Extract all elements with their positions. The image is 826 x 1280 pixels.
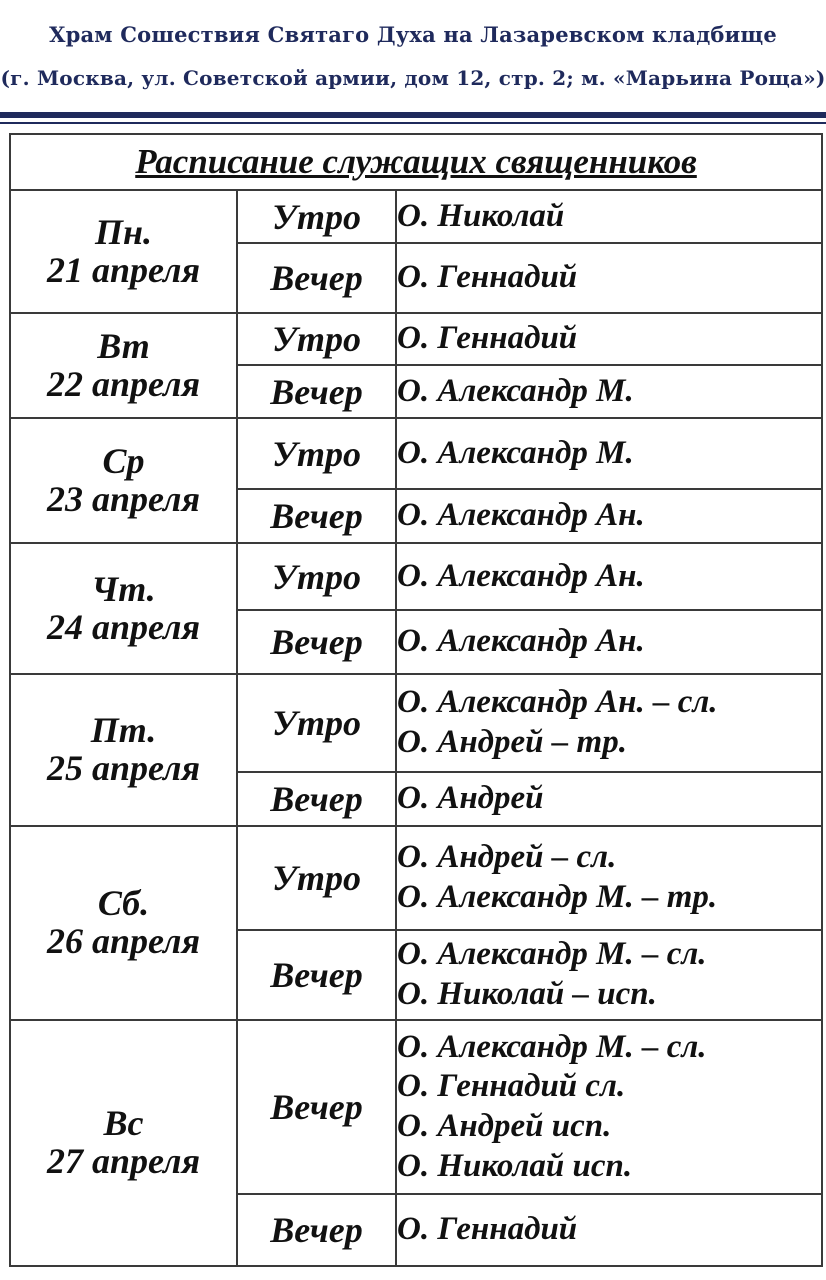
priest-cell <box>396 489 822 543</box>
priest-name: О. Александр М. – тр. <box>397 879 718 915</box>
header-divider-thick <box>0 112 826 118</box>
service-part: Утро <box>237 674 396 772</box>
header-divider-thin <box>0 122 826 124</box>
priest-name: О. Александр М. – сл. <box>397 1028 707 1065</box>
priest-name: О. Андрей исп. <box>397 1108 612 1144</box>
service-part: Вечер <box>237 489 396 543</box>
priest-name: О. Геннадий сл. <box>397 1068 626 1105</box>
weekday-label: Вт <box>97 325 150 366</box>
date-label: 21 апреля <box>46 249 201 290</box>
priest-name: О. Геннадий <box>397 320 578 357</box>
priest-name: О. Николай <box>397 197 565 234</box>
priest-cell <box>396 313 822 365</box>
priest-cell <box>396 772 822 826</box>
priest-name: О. Александр М. <box>397 372 634 409</box>
priest-name: О. Андрей – сл. <box>397 839 617 876</box>
date-label: 25 апреля <box>46 748 201 788</box>
date-label: 26 апреля <box>46 921 201 961</box>
schedule-title-cell <box>10 134 822 190</box>
schedule-table <box>9 133 823 1267</box>
service-part: Вечер <box>237 930 396 1020</box>
church-address: (г. Москва, ул. Советской армии, дом 12, стр. 2; м. «Марьина Роща») <box>0 66 826 90</box>
date-label: 23 апреля <box>46 478 201 519</box>
schedule-row <box>10 190 822 243</box>
schedule-row <box>10 543 822 610</box>
title-row <box>10 134 822 190</box>
priest-name: О. Александр Ан. – сл. <box>397 684 718 721</box>
date-label: 22 апреля <box>46 363 201 404</box>
church-name: Храм Сошествия Святаго Духа на Лазаревском кладбище <box>49 22 777 47</box>
day-cell <box>10 543 237 674</box>
service-part: Вечер <box>237 365 396 418</box>
service-part: Вечер <box>237 243 396 313</box>
priest-cell <box>396 418 822 489</box>
service-part: Утро <box>237 543 396 610</box>
priest-cell <box>396 1020 822 1194</box>
priest-cell <box>396 826 822 930</box>
date-label: 24 апреля <box>46 606 201 647</box>
priest-name: О. Геннадий <box>397 1211 578 1248</box>
priest-cell <box>396 930 822 1020</box>
day-cell <box>10 1020 237 1266</box>
weekday-label: Пн. <box>95 211 152 252</box>
priest-cell <box>396 365 822 418</box>
page-header <box>0 0 826 140</box>
service-part: Утро <box>237 313 396 365</box>
schedule-row <box>10 826 822 930</box>
schedule-row <box>10 313 822 365</box>
priest-cell <box>396 1194 822 1266</box>
service-part: Вечер <box>237 1194 396 1266</box>
service-part: Утро <box>237 826 396 930</box>
service-part: Вечер <box>237 772 396 826</box>
priest-name: О. Александр Ан. <box>397 497 645 534</box>
priest-cell <box>396 243 822 313</box>
priest-cell <box>396 190 822 243</box>
priest-name: О. Александр М. <box>397 434 634 471</box>
day-cell <box>10 190 237 313</box>
priest-name: О. Александр Ан. <box>397 623 645 660</box>
service-part: Утро <box>237 190 396 243</box>
priest-cell <box>396 610 822 674</box>
priest-name: О. Николай исп. <box>397 1147 633 1184</box>
weekday-label: Пт. <box>90 710 157 751</box>
day-cell <box>10 826 237 1020</box>
day-cell <box>10 313 237 418</box>
schedule-row <box>10 1020 822 1194</box>
priest-name: О. Александр Ан. <box>397 557 645 594</box>
priest-name: О. Александр М. – сл. <box>397 936 707 973</box>
schedule-row <box>10 674 822 772</box>
weekday-label: Вс <box>103 1103 144 1144</box>
weekday-label: Ср <box>102 440 145 481</box>
priest-name: О. Андрей <box>397 780 544 817</box>
day-cell <box>10 418 237 543</box>
weekday-label: Чт. <box>91 568 156 609</box>
priest-cell <box>396 543 822 610</box>
service-part: Вечер <box>237 1020 396 1194</box>
priest-cell <box>396 674 822 772</box>
weekday-label: Сб. <box>97 883 150 924</box>
date-label: 27 апреля <box>46 1141 201 1181</box>
day-cell <box>10 674 237 826</box>
priest-name: О. Николай – исп. <box>397 976 657 1012</box>
schedule-title: Расписание служащих священников <box>135 142 697 181</box>
priest-name: О. Андрей – тр. <box>397 724 627 760</box>
service-part: Вечер <box>237 610 396 674</box>
priest-name: О. Геннадий <box>397 259 578 296</box>
schedule-row <box>10 418 822 489</box>
service-part: Утро <box>237 418 396 489</box>
